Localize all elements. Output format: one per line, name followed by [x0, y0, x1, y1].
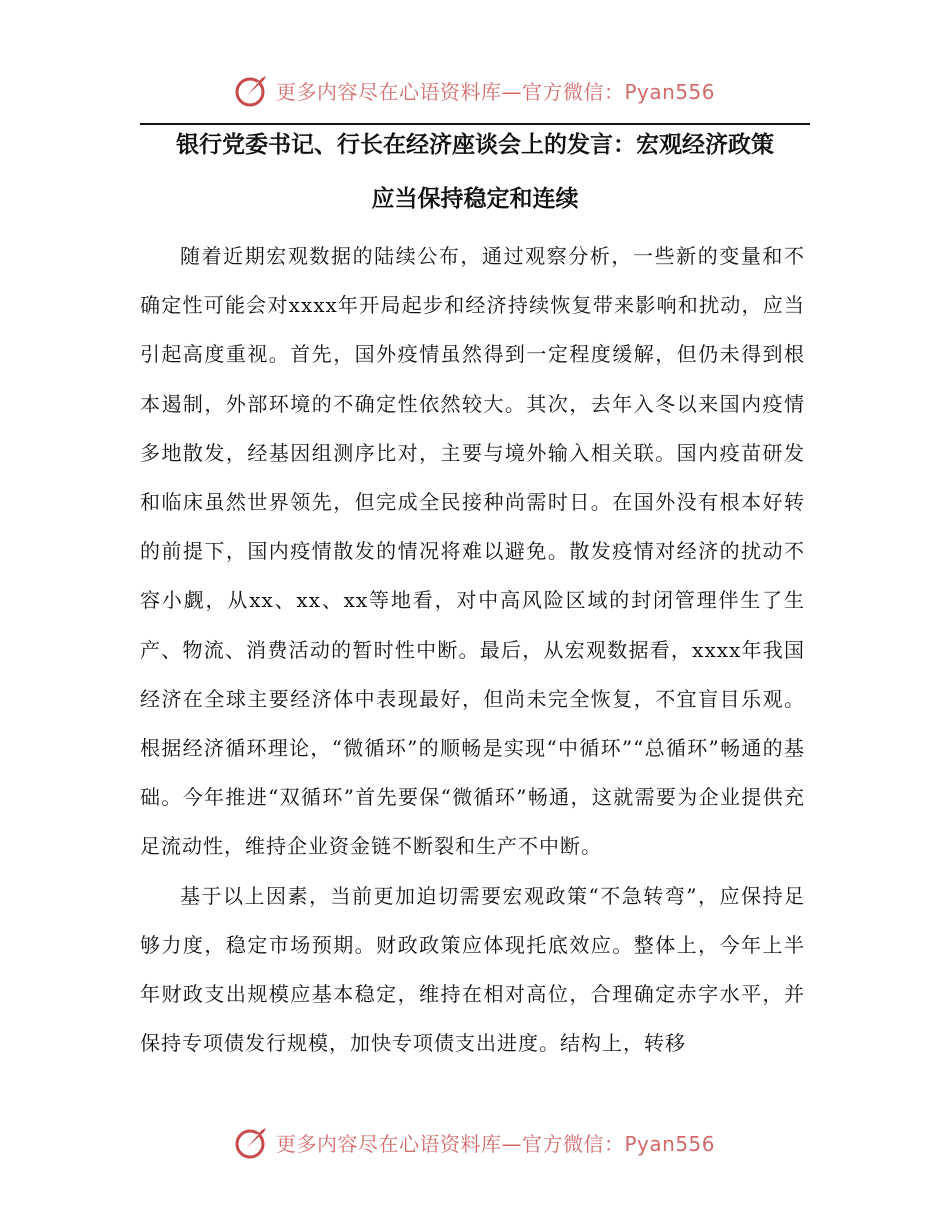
document-title-line1: 银行党委书记、行长在经济座谈会上的发言：宏观经济政策 [176, 132, 774, 158]
document-body [140, 232, 805, 1068]
document-title-line2: 应当保持稳定和连续 [371, 186, 579, 212]
footer-banner [232, 1122, 715, 1162]
header-divider [140, 123, 810, 125]
header-banner-text: 更多内容尽在心语资料库—官方微信：Pyan556 [276, 79, 716, 104]
header-banner [232, 70, 715, 110]
quill-logo-icon [232, 1122, 272, 1162]
footer-banner-text: 更多内容尽在心语资料库—官方微信：Pyan556 [276, 1131, 716, 1156]
paragraph-1: 随着近期宏观数据的陆续公布，通过观察分析，一些新的变量和不确定性可能会对xxxx年开局起步和经济持续恢复带来影响和扰动，应当引起高度重视。首先，国外疫情虽然得到一定程度缓解，但仍未得到根本遏制，外部环境的不确定性依然较大。其次，去年入冬以来国内疫情多地散发，经基因组测序比对，主要与境外输入相关联。国内疫苗研发和临床虽然世界领先，但完成全民接种尚需时日。在国外没有根本好转的前提下，国内疫情散发的情况将难以避免。散发疫情对经济的扰动不容小觑，从xx、xx、xx等地看，对中高风险区域的封闭管理伴生了生产、物流、消费活动的暂时性中断。最后，从宏观数据看，xxxx年我国经济在全球主要经济体中表现最好，但尚未完全恢复，不宜盲目乐观。根据经济循环理论，“微循环”的顺畅是实现“中循环”“总循环”畅通的基础。今年推进“双循环”首先要保“微循环”畅通，这就需要为企业提供充足流动性，维持企业资金链不断裂和生产不中断。 [140, 244, 805, 859]
quill-logo-icon [232, 70, 272, 110]
paragraph-2: 基于以上因素，当前更加迫切需要宏观政策“不急转弯”，应保持足够力度，稳定市场预期。财政政策应体现托底效应。整体上，今年上半年财政支出规模应基本稳定，维持在相对高位，合理确定赤字水平，并保持专项债发行规模，加快专项债支出进度。结构上，转移 [140, 883, 805, 1056]
